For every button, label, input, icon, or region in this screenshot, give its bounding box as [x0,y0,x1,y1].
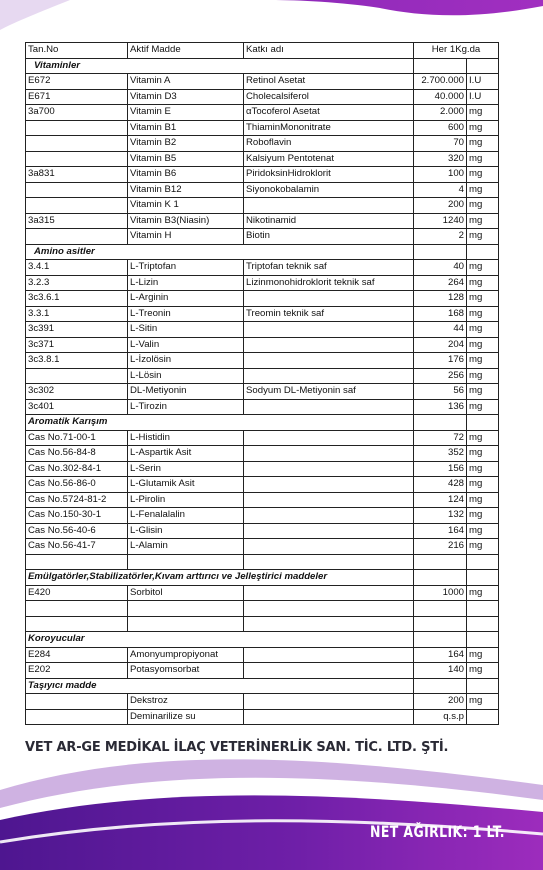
tan-no-cell: 3.2.3 [26,275,128,291]
unit-cell: mg [467,213,499,229]
unit-cell: mg [467,539,499,555]
amount-cell: 56 [414,384,467,400]
empty-cell [26,601,128,617]
unit-cell: mg [467,105,499,121]
additive-name-cell: Cholecalsiferol [244,89,414,105]
additive-name-cell [244,399,414,415]
unit-cell: mg [467,182,499,198]
table-row [26,647,499,663]
additive-name-cell [244,446,414,462]
section-row [26,58,499,74]
header-per-kg: Her 1Kg.da [414,43,499,59]
additive-name-cell: Siyonokobalamin [244,182,414,198]
table-row [26,229,499,245]
company-name: VET AR-GE MEDİKAL İLAÇ VETERİNERLİK SAN. TİC. LTD. ŞTİ. [25,740,449,755]
table-row [26,523,499,539]
tan-no-cell: E672 [26,74,128,90]
amount-cell: 136 [414,399,467,415]
table-row [26,477,499,493]
section-title: Amino asitler [26,244,414,260]
unit-cell: mg [467,198,499,214]
tan-no-cell [26,182,128,198]
amount-cell: 600 [414,120,467,136]
active-substance-cell: Vitamin H [128,229,244,245]
tan-no-cell: 3a831 [26,167,128,183]
empty-cell [244,554,414,570]
unit-cell: mg [467,337,499,353]
empty-cell [467,244,499,260]
amount-cell: 164 [414,647,467,663]
tan-no-cell: Cas No.302-84-1 [26,461,128,477]
empty-cell [467,415,499,431]
table-row [26,74,499,90]
table-row [26,89,499,105]
active-substance-cell: Vitamin B1 [128,120,244,136]
empty-cell [414,554,467,570]
additive-name-cell [244,461,414,477]
tan-no-cell: E202 [26,663,128,679]
active-substance-cell: Amonyumpropiyonat [128,647,244,663]
empty-cell [414,632,467,648]
amount-cell: 256 [414,368,467,384]
tan-no-cell: 3a700 [26,105,128,121]
empty-cell [467,616,499,632]
tan-no-cell: 3c391 [26,322,128,338]
amount-cell: 428 [414,477,467,493]
amount-cell: 1000 [414,585,467,601]
composition-table [25,42,499,725]
active-substance-cell: Dekstroz [128,694,244,710]
amount-cell: 132 [414,508,467,524]
amount-cell: 156 [414,461,467,477]
table-row [26,539,499,555]
amount-cell: 44 [414,322,467,338]
unit-cell: mg [467,120,499,136]
table-row [26,151,499,167]
additive-name-cell [244,368,414,384]
empty-cell [26,616,128,632]
additive-name-cell [244,477,414,493]
unit-cell: mg [467,446,499,462]
empty-cell [128,601,244,617]
empty-cell [244,616,414,632]
amount-cell: 100 [414,167,467,183]
table-row [26,322,499,338]
additive-name-cell [244,585,414,601]
additive-name-cell [244,508,414,524]
unit-cell: mg [467,167,499,183]
tan-no-cell: 3c371 [26,337,128,353]
table-row [26,399,499,415]
tan-no-cell [26,229,128,245]
empty-cell [467,554,499,570]
empty-cell [414,616,467,632]
header-row [26,43,499,59]
active-substance-cell: Vitamin B6 [128,167,244,183]
table-row [26,213,499,229]
unit-cell: mg [467,430,499,446]
composition-table-body [26,43,499,725]
active-substance-cell: Vitamin E [128,105,244,121]
additive-name-cell [244,353,414,369]
table-row [26,167,499,183]
amount-cell: q.s.p [414,709,467,725]
empty-cell [467,570,499,586]
table-row [26,430,499,446]
tan-no-cell: Cas No.56-84-8 [26,446,128,462]
additive-name-cell [244,709,414,725]
table-row [26,291,499,307]
tan-no-cell [26,198,128,214]
unit-cell: mg [467,492,499,508]
active-substance-cell: Vitamin D3 [128,89,244,105]
additive-name-cell: Roboflavin [244,136,414,152]
table-row [26,260,499,276]
header-active-substance: Aktif Madde [128,43,244,59]
empty-cell [414,415,467,431]
table-row [26,663,499,679]
unit-cell: mg [467,151,499,167]
unit-cell: mg [467,663,499,679]
empty-cell [467,632,499,648]
additive-name-cell [244,337,414,353]
tan-no-cell: 3c302 [26,384,128,400]
unit-cell [467,709,499,725]
additive-name-cell: Retinol Asetat [244,74,414,90]
active-substance-cell: Potasyomsorbat [128,663,244,679]
table-row [26,337,499,353]
unit-cell: I.U [467,89,499,105]
unit-cell: mg [467,260,499,276]
amount-cell: 176 [414,353,467,369]
active-substance-cell: Vitamin B12 [128,182,244,198]
empty-cell [244,601,414,617]
unit-cell: mg [467,275,499,291]
additive-name-cell [244,291,414,307]
unit-cell: mg [467,461,499,477]
unit-cell: I.U [467,74,499,90]
tan-no-cell: 3.4.1 [26,260,128,276]
active-substance-cell: Sorbitol [128,585,244,601]
tan-no-cell: Cas No.56-40-6 [26,523,128,539]
tan-no-cell: Cas No.56-86-0 [26,477,128,493]
unit-cell: mg [467,585,499,601]
tan-no-cell: 3a315 [26,213,128,229]
active-substance-cell: Vitamin K 1 [128,198,244,214]
additive-name-cell: Nikotinamid [244,213,414,229]
unit-cell: mg [467,322,499,338]
amount-cell: 2.700.000 [414,74,467,90]
active-substance-cell: L-Lizin [128,275,244,291]
active-substance-cell: L-Sitin [128,322,244,338]
active-substance-cell: DL-Metiyonin [128,384,244,400]
section-row [26,415,499,431]
tan-no-cell: Cas No.56-41-7 [26,539,128,555]
active-substance-cell: L-Valin [128,337,244,353]
tan-no-cell [26,694,128,710]
amount-cell: 40.000 [414,89,467,105]
unit-cell: mg [467,291,499,307]
additive-name-cell [244,663,414,679]
additive-name-cell: Treomin teknik saf [244,306,414,322]
active-substance-cell: L-Lösin [128,368,244,384]
tan-no-cell [26,709,128,725]
tan-no-cell: Cas No.150-30-1 [26,508,128,524]
empty-row [26,601,499,617]
active-substance-cell: L-İzolösin [128,353,244,369]
net-weight: NET AĞIRLIK: 1 LT. [370,822,505,841]
active-substance-cell: L-Tirozin [128,399,244,415]
amount-cell: 140 [414,663,467,679]
additive-name-cell [244,694,414,710]
amount-cell: 1240 [414,213,467,229]
tan-no-cell: E284 [26,647,128,663]
active-substance-cell: L-Arginin [128,291,244,307]
amount-cell: 2 [414,229,467,245]
table-row [26,105,499,121]
unit-cell: mg [467,647,499,663]
additive-name-cell [244,492,414,508]
amount-cell: 204 [414,337,467,353]
additive-name-cell [244,647,414,663]
additive-name-cell [244,539,414,555]
unit-cell: mg [467,306,499,322]
additive-name-cell [244,430,414,446]
tan-no-cell: 3c3.8.1 [26,353,128,369]
amount-cell: 352 [414,446,467,462]
tan-no-cell: Cas No.71-00-1 [26,430,128,446]
empty-cell [414,244,467,260]
additive-name-cell: Triptofan teknik saf [244,260,414,276]
active-substance-cell: L-Pirolin [128,492,244,508]
empty-cell [414,601,467,617]
unit-cell: mg [467,368,499,384]
table-row [26,384,499,400]
table-row [26,694,499,710]
additive-name-cell: αTocoferol Asetat [244,105,414,121]
active-substance-cell: L-Glisin [128,523,244,539]
empty-cell [128,616,244,632]
additive-name-cell [244,198,414,214]
empty-cell [467,58,499,74]
amount-cell: 128 [414,291,467,307]
section-row [26,678,499,694]
additive-name-cell [244,523,414,539]
unit-cell: mg [467,229,499,245]
amount-cell: 320 [414,151,467,167]
active-substance-cell: Vitamin A [128,74,244,90]
table-row [26,136,499,152]
table-row [26,306,499,322]
unit-cell: mg [467,508,499,524]
unit-cell: mg [467,399,499,415]
table-row [26,182,499,198]
tan-no-cell: 3.3.1 [26,306,128,322]
section-title: Taşıyıcı madde [26,678,414,694]
empty-cell [414,678,467,694]
section-title: Koroyucular [26,632,414,648]
amount-cell: 216 [414,539,467,555]
empty-cell [414,570,467,586]
section-row [26,632,499,648]
section-title: Emülgatörler,Stabilizatörler,Kıvam arttırıcı ve Jelleştirici maddeler [26,570,414,586]
active-substance-cell: L-Treonin [128,306,244,322]
unit-cell: mg [467,353,499,369]
empty-row [26,616,499,632]
active-substance-cell: L-Alamin [128,539,244,555]
unit-cell: mg [467,136,499,152]
active-substance-cell: Vitamin B2 [128,136,244,152]
header-additive-name: Katkı adı [244,43,414,59]
section-row [26,244,499,260]
table-row [26,198,499,214]
table-row [26,492,499,508]
empty-row [26,554,499,570]
active-substance-cell: L-Histidin [128,430,244,446]
amount-cell: 200 [414,694,467,710]
additive-name-cell: Kalsiyum Pentotenat [244,151,414,167]
additive-name-cell: ThiaminMononitrate [244,120,414,136]
amount-cell: 124 [414,492,467,508]
tan-no-cell: Cas No.5724-81-2 [26,492,128,508]
active-substance-cell: L-Glutamik Asit [128,477,244,493]
empty-cell [467,601,499,617]
amount-cell: 70 [414,136,467,152]
unit-cell: mg [467,477,499,493]
table-row [26,461,499,477]
active-substance-cell: L-Fenalalalin [128,508,244,524]
unit-cell: mg [467,384,499,400]
additive-name-cell [244,322,414,338]
tan-no-cell: 3c401 [26,399,128,415]
unit-cell: mg [467,523,499,539]
section-title: Vitaminler [26,58,414,74]
empty-cell [414,58,467,74]
table-row [26,275,499,291]
tan-no-cell [26,151,128,167]
active-substance-cell: Vitamin B5 [128,151,244,167]
additive-name-cell: Sodyum DL-Metiyonin saf [244,384,414,400]
amount-cell: 2.000 [414,105,467,121]
table-row [26,446,499,462]
empty-cell [26,554,128,570]
table-row [26,353,499,369]
active-substance-cell: L-Serin [128,461,244,477]
unit-cell: mg [467,694,499,710]
additive-name-cell: PiridoksinHidroklorit [244,167,414,183]
header-tan-no: Tan.No [26,43,128,59]
active-substance-cell: Vitamin B3(Niasin) [128,213,244,229]
tan-no-cell: E671 [26,89,128,105]
table-row [26,585,499,601]
tan-no-cell [26,368,128,384]
amount-cell: 4 [414,182,467,198]
tan-no-cell: 3c3.6.1 [26,291,128,307]
table-row [26,709,499,725]
empty-cell [467,678,499,694]
table-row [26,120,499,136]
amount-cell: 164 [414,523,467,539]
empty-cell [128,554,244,570]
amount-cell: 200 [414,198,467,214]
tan-no-cell [26,120,128,136]
additive-name-cell: Biotin [244,229,414,245]
table-row [26,508,499,524]
amount-cell: 264 [414,275,467,291]
additive-name-cell: Lizinmonohidroklorit teknik saf [244,275,414,291]
tan-no-cell [26,136,128,152]
amount-cell: 72 [414,430,467,446]
section-row [26,570,499,586]
active-substance-cell: L-Triptofan [128,260,244,276]
active-substance-cell: Deminarilize su [128,709,244,725]
table-row [26,368,499,384]
section-title: Aromatik Karışım [26,415,414,431]
tan-no-cell: E420 [26,585,128,601]
amount-cell: 168 [414,306,467,322]
amount-cell: 40 [414,260,467,276]
active-substance-cell: L-Aspartik Asit [128,446,244,462]
